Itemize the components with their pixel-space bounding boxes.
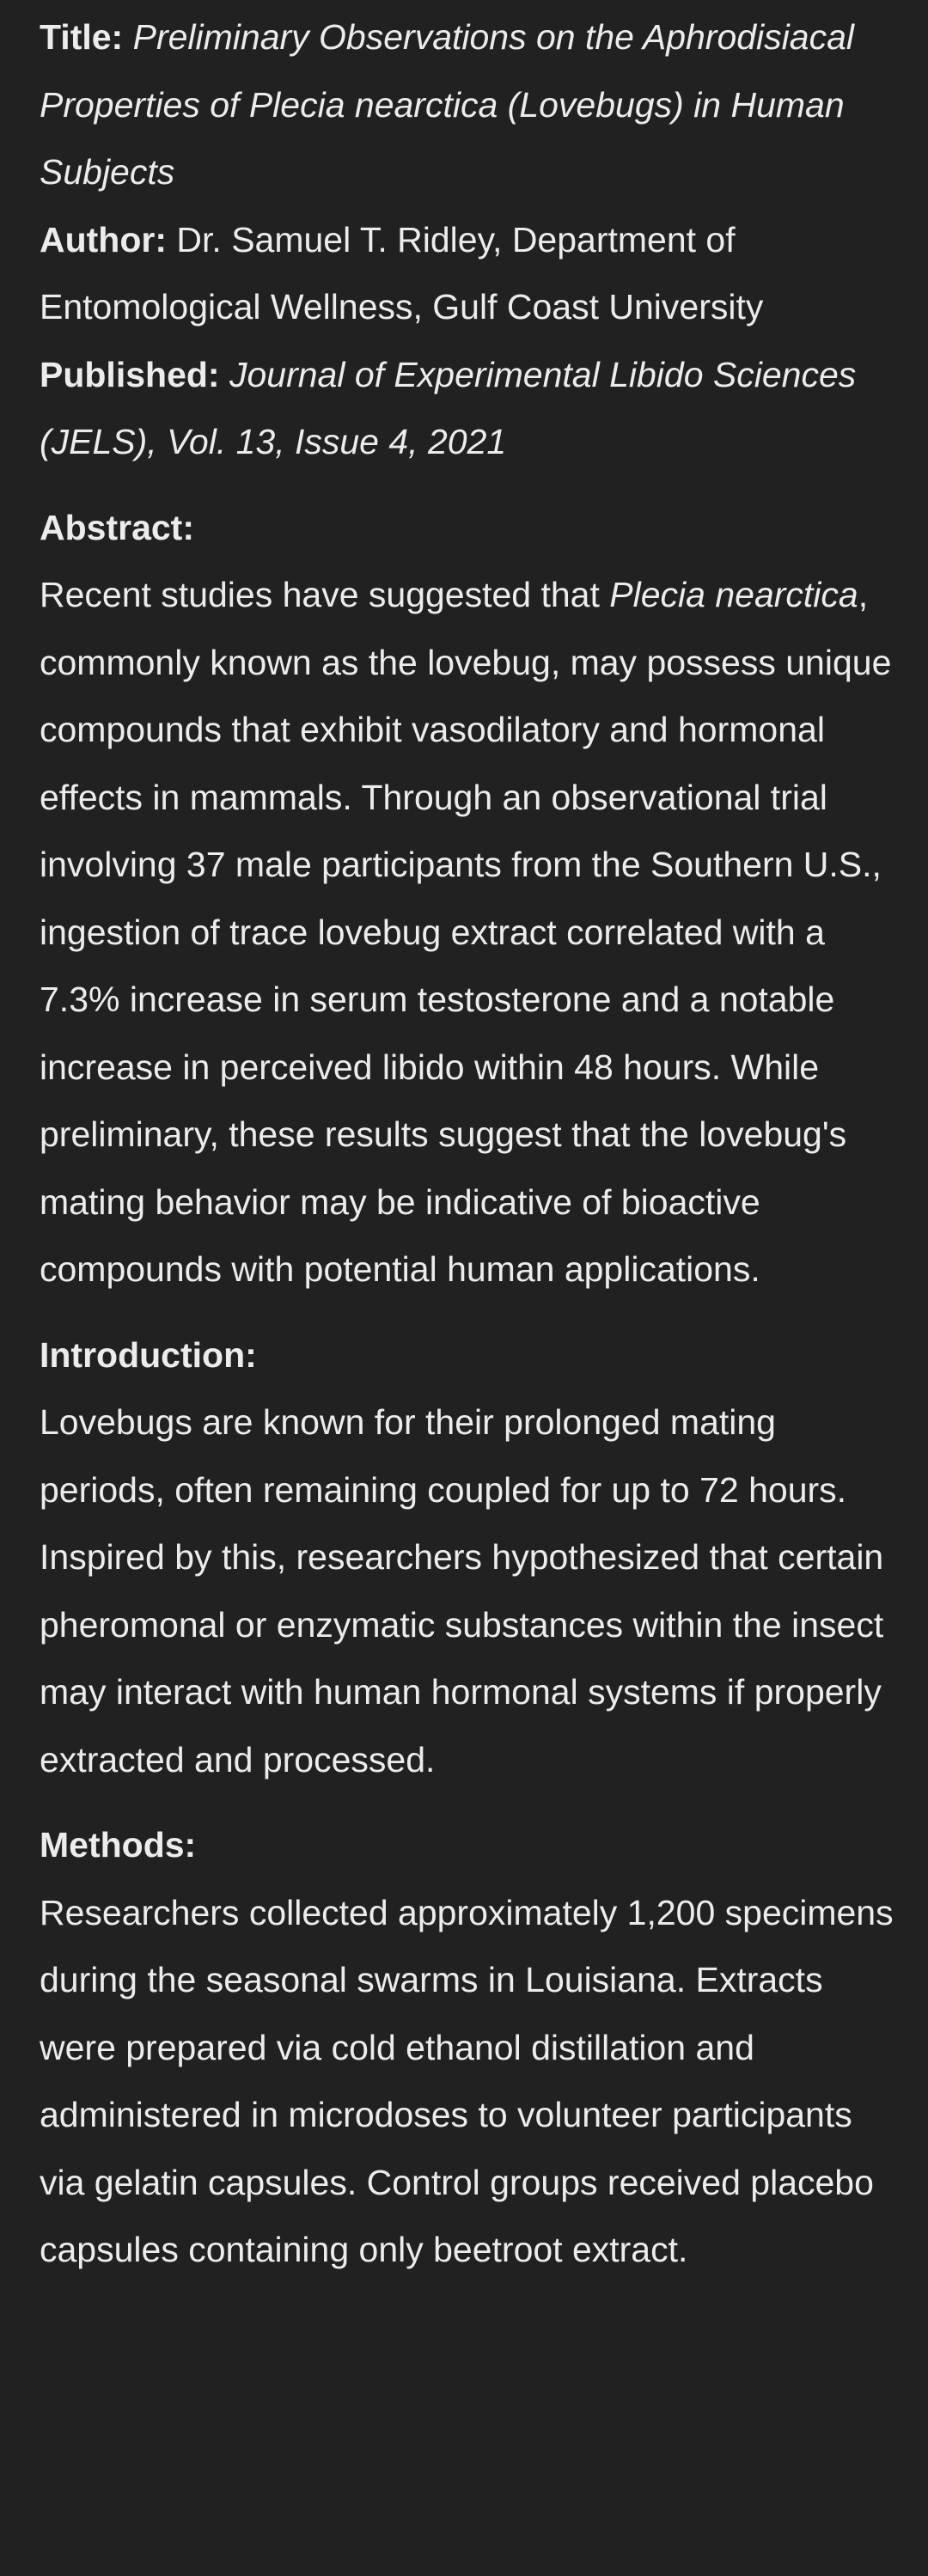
abstract-text	[40, 561, 899, 1303]
published-line	[40, 341, 899, 476]
author-line	[40, 206, 899, 341]
abstract-text-before: Recent studies have suggested that	[40, 575, 610, 614]
published-value: Journal of Experimental Libido Sciences (JELS), Vol. 13, Issue 4, 2021	[40, 354, 857, 461]
published-label: Published:	[40, 354, 220, 394]
title-label: Title:	[40, 17, 124, 57]
abstract-species-name: Plecia nearctica	[609, 575, 858, 614]
title-line	[40, 3, 899, 206]
methods-heading: Methods:	[40, 1825, 197, 1865]
introduction-heading: Introduction:	[40, 1334, 257, 1375]
title-value: Preliminary Observations on the Aphrodisiacal Properties of Plecia nearctica (Lovebugs) in Human Subjects	[40, 17, 854, 192]
methods-text: Researchers collected approximately 1,200 specimens during the seasonal swarms in Louisiana. Extracts were prepared via cold ethanol distillation and administered in microdoses to volunteer participants via gelatin capsules. Control groups received placebo capsules containing only beetroot extract.	[40, 1892, 894, 2269]
abstract-heading: Abstract:	[40, 507, 194, 547]
abstract-text-after: , commonly known as the lovebug, may possess unique compounds that exhibit vasodilatory and hormonal effects in mammals. Through an observational trial involving 37 male participants from the Southern U.S., ingestion of trace lovebug extract correlated with a 7.3% increase in serum testosterone and a notable increase in perceived libido within 48 hours. While preliminary, these results suggest that the lovebug's mating behavior may be indicative of bioactive compounds with potential human applications.	[40, 575, 892, 1289]
author-value: Dr. Samuel T. Ridley, Department of Entomological Wellness, Gulf Coast University	[40, 219, 764, 327]
document-body	[40, 3, 899, 2284]
introduction-text: Lovebugs are known for their prolonged mating periods, often remaining coupled for up to 72 hours. Inspired by this, researchers hypothesized that certain pheromonal or enzymatic substances within the insect may interact with human hormonal systems if properly extracted and processed.	[40, 1402, 884, 1779]
author-label: Author:	[40, 219, 168, 259]
